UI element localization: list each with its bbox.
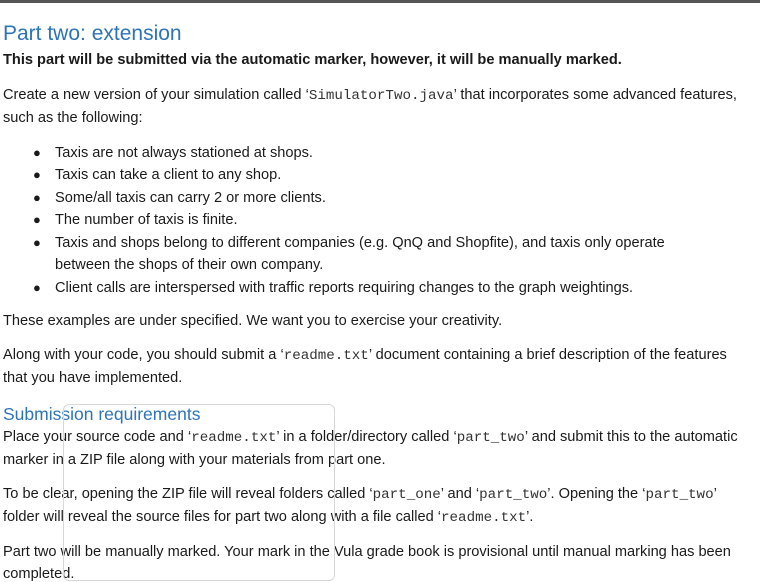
list-item-text: Taxis and shops belong to different companies (e.g. QnQ and Shopfite), and taxis only operate between the shops of their own company. — [55, 234, 665, 273]
part-two-subheading: This part will be submitted via the automatic marker, however, it will be manually marked. — [3, 52, 622, 68]
submission-p2-text-b: ’ and ‘ — [440, 485, 480, 502]
submission-p2-text-d: ’ folder will reveal the source files for part two along with a file called ‘ — [3, 485, 717, 525]
submission-p1-code-2: part_two — [456, 429, 525, 446]
under-specified-paragraph: These examples are under specified. We want you to exercise your creativity. — [3, 313, 503, 329]
top-rule — [0, 0, 760, 3]
document-page — [3, 20, 755, 582]
submission-p1-code-1: readme.txt — [191, 429, 277, 446]
submission-p2-code-3: part_two — [645, 486, 714, 503]
list-item — [3, 232, 755, 277]
submission-p2-text-c: ’. Opening the ‘ — [547, 485, 646, 502]
submission-p2-code-4: readme.txt — [441, 510, 527, 526]
intro-text-1: Create a new version of your simulation called ‘ — [3, 86, 309, 103]
bullet-icon: ● — [33, 144, 41, 160]
submission-p2-code-1: part_one — [372, 486, 441, 503]
bullet-icon: ● — [33, 234, 41, 250]
readme-text-1: Along with your code, you should submit a ‘ — [3, 346, 284, 363]
submission-paragraph-3: Part two will be manually marked. Your mark in the Vula grade book is provisional until manual marking has been completed. — [3, 543, 731, 582]
submission-p2-code-2: part_two — [479, 486, 548, 503]
submission-heading: Submission requirements — [3, 403, 201, 424]
submission-paragraph-2 — [3, 483, 755, 530]
readme-text-2: ’ document containing a brief description of the features that you have implemented. — [3, 346, 727, 386]
list-item-text: Taxis are not always stationed at shops. — [55, 144, 313, 161]
feature-list — [3, 142, 755, 300]
list-item — [3, 142, 755, 165]
submission-p2-text-a: To be clear, opening the ZIP file will reveal folders called ‘ — [3, 485, 373, 502]
submission-p1-text-b: ’ in a folder/directory called ‘ — [276, 428, 457, 445]
list-item — [3, 277, 755, 300]
submission-p1-text-a: Place your source code and ‘ — [3, 428, 192, 445]
bullet-icon: ● — [33, 279, 41, 295]
list-item — [3, 209, 755, 232]
list-item-text: Client calls are interspersed with traffic reports requiring changes to the graph weightings. — [55, 279, 634, 296]
readme-code: readme.txt — [283, 347, 369, 364]
list-item-text: Taxis can take a client to any shop. — [55, 167, 282, 183]
list-item — [3, 164, 755, 187]
list-item-text: The number of taxis is finite. — [55, 212, 238, 228]
part-two-heading: Part two: extension — [3, 22, 182, 45]
bullet-icon: ● — [33, 167, 41, 182]
submission-paragraph-1 — [3, 426, 755, 472]
submission-p2-text-e: ’. — [526, 509, 534, 525]
list-item — [3, 187, 755, 210]
intro-code: SimulatorTwo.java — [308, 87, 454, 104]
intro-paragraph — [3, 84, 755, 130]
bullet-icon: ● — [33, 212, 41, 227]
bullet-icon: ● — [33, 189, 41, 205]
submission-p1-text-c: ’ and submit this to the automatic marker in a ZIP file along with your materials from part one. — [3, 428, 738, 468]
list-item-text: Some/all taxis can carry 2 or more clients. — [55, 189, 326, 206]
intro-text-2: ’ that incorporates some advanced features, such as the following: — [3, 86, 737, 126]
readme-paragraph — [3, 344, 755, 390]
